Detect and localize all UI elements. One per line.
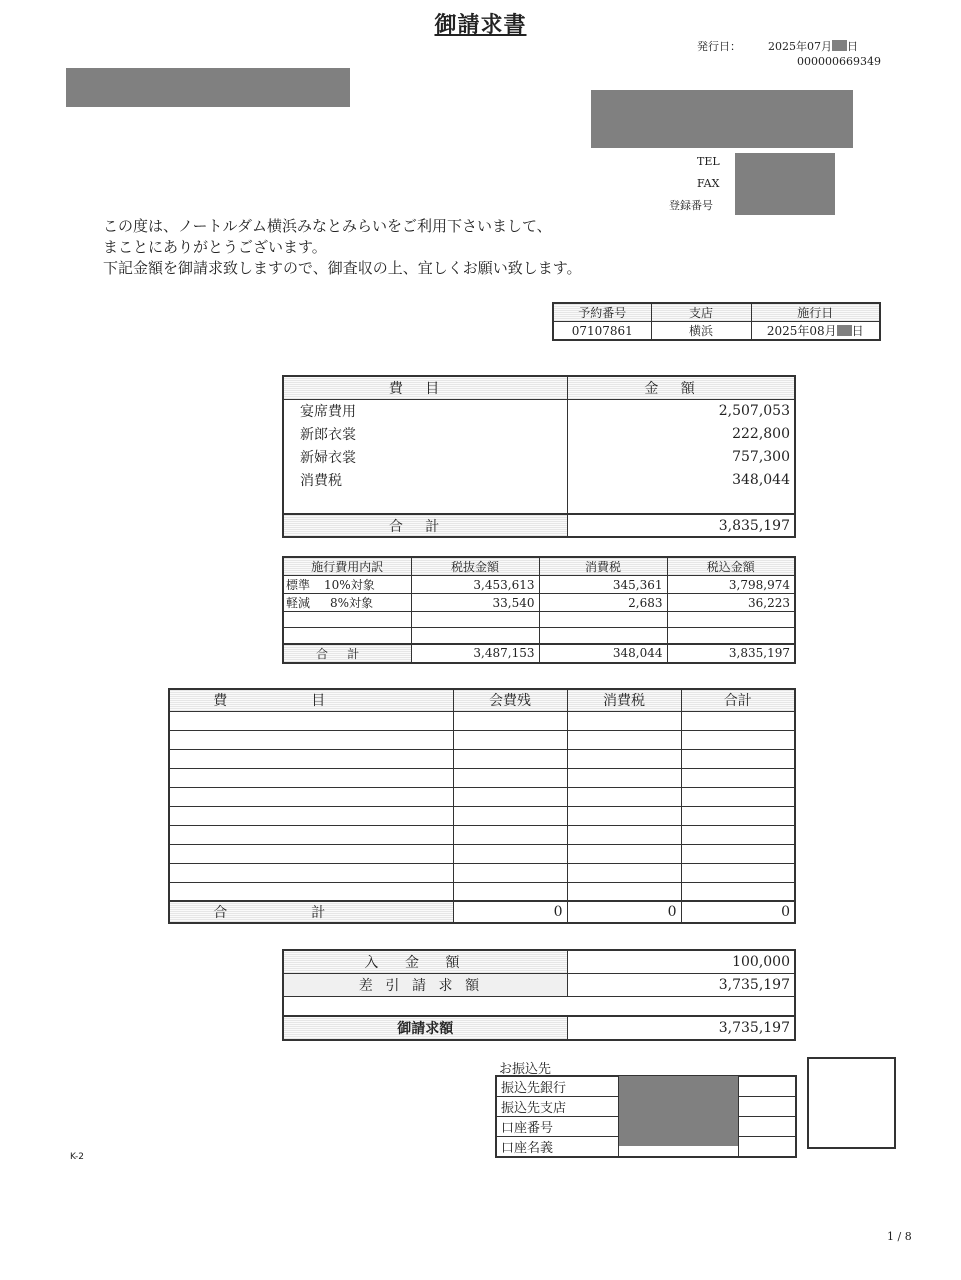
reservation-branch: 横浜: [651, 322, 751, 341]
charge-amount: 222,800: [567, 422, 795, 445]
tax-kind: 標準: [286, 578, 311, 592]
tax-incl: 3,798,974: [667, 576, 795, 594]
tax-total-tax: 348,044: [539, 644, 667, 663]
tax-amount: 2,683: [539, 594, 667, 612]
tax-excl: 3,453,613: [411, 576, 539, 594]
fees-header: 会費残: [453, 689, 567, 711]
charge-item: 新郎衣裳: [283, 422, 567, 445]
transfer-label: 振込先支店: [496, 1097, 618, 1117]
summary-table: [282, 949, 796, 1041]
fees-header: 消費税: [567, 689, 681, 711]
balance-label: 差引請求額: [283, 973, 567, 996]
recipient-redaction: [66, 68, 350, 107]
document-title: 御請求書: [434, 12, 527, 38]
transfer-title: お振込先: [499, 1062, 552, 1077]
charge-item: 新婦衣裳: [283, 445, 567, 468]
tax-header: 消費税: [539, 557, 667, 576]
charges-header-item: 費目: [283, 376, 567, 399]
fees-header: 費目: [169, 689, 453, 711]
greeting: [103, 216, 582, 279]
balance-amount: 3,735,197: [567, 973, 795, 996]
charges-header-amount: 金額: [567, 376, 795, 399]
reservation-number: 07107861: [553, 322, 651, 341]
reservation-date: [751, 322, 880, 341]
transfer-label: 口座名義: [496, 1137, 618, 1158]
issue-date-prefix: 2025年07月: [768, 40, 832, 53]
greeting-line: 下記金額を御請求致しますので、御査収の上、宜しくお願い致します。: [103, 259, 582, 277]
reservation-table: [552, 302, 881, 341]
reservation-header: 施行日: [751, 303, 880, 322]
tax-rate: 8%対象: [330, 596, 374, 610]
tax-row-label: [283, 576, 411, 594]
reservation-date-prefix: 2025年08月: [766, 324, 837, 338]
tax-amount: 345,361: [539, 576, 667, 594]
fees-total-fee: 0: [453, 901, 567, 923]
issue-date: [768, 38, 858, 54]
stamp-box: [807, 1057, 896, 1149]
contact-redaction: [735, 153, 835, 215]
transfer-label: 口座番号: [496, 1117, 618, 1137]
tax-kind: 軽減: [286, 596, 311, 610]
deposit-label: 入金額: [283, 950, 567, 973]
page-number: 1 / 8: [887, 1230, 912, 1243]
tax-incl: 36,223: [667, 594, 795, 612]
fees-header: 合計: [681, 689, 795, 711]
reservation-header: 予約番号: [553, 303, 651, 322]
tax-excl: 33,540: [411, 594, 539, 612]
fees-total-label: 合計: [169, 901, 453, 923]
tax-breakdown-table: [282, 556, 796, 664]
invoice-label: 御請求額: [283, 1016, 567, 1040]
fees-table: [168, 688, 796, 924]
charge-amount: 2,507,053: [567, 399, 795, 422]
tax-total-incl: 3,835,197: [667, 644, 795, 663]
tax-header: 税込金額: [667, 557, 795, 576]
charge-item: 宴席費用: [283, 399, 567, 422]
greeting-line: まことにありがとうございます。: [103, 238, 327, 256]
reservation-header: 支店: [651, 303, 751, 322]
deposit-amount: 100,000: [567, 950, 795, 973]
transfer-label: 振込先銀行: [496, 1076, 618, 1097]
fax-label: FAX: [697, 177, 720, 190]
tax-total-label: 合計: [283, 644, 411, 663]
bank-redaction: [619, 1076, 738, 1146]
redaction: [832, 40, 847, 51]
tax-rate: 10%対象: [324, 578, 375, 592]
charges-table: [282, 375, 796, 538]
tax-row-label: [283, 594, 411, 612]
charge-amount: 757,300: [567, 445, 795, 468]
issue-date-suffix: 日: [847, 40, 858, 53]
reservation-date-suffix: 日: [851, 324, 864, 338]
redaction: [837, 325, 852, 336]
tax-header: 税抜金額: [411, 557, 539, 576]
charge-amount: 348,044: [567, 468, 795, 491]
issue-date-label: 発行日：: [697, 40, 741, 53]
charges-total-label: 合計: [283, 514, 567, 537]
form-code: K-2: [70, 1152, 84, 1162]
charge-item: 消費税: [283, 468, 567, 491]
charges-total: 3,835,197: [567, 514, 795, 537]
registration-label: 登録番号: [669, 199, 713, 212]
fees-total-sum: 0: [681, 901, 795, 923]
tel-label: TEL: [697, 155, 720, 168]
greeting-line: この度は、ノートルダム横浜みなとみらいをご利用下さいまして、: [103, 217, 552, 235]
tax-total-excl: 3,487,153: [411, 644, 539, 663]
sender-redaction: [591, 90, 853, 148]
fees-total-tax: 0: [567, 901, 681, 923]
invoice-amount: 3,735,197: [567, 1016, 795, 1040]
doc-number: 000000669349: [797, 55, 881, 68]
tax-header: 施行費用内訳: [283, 557, 411, 576]
